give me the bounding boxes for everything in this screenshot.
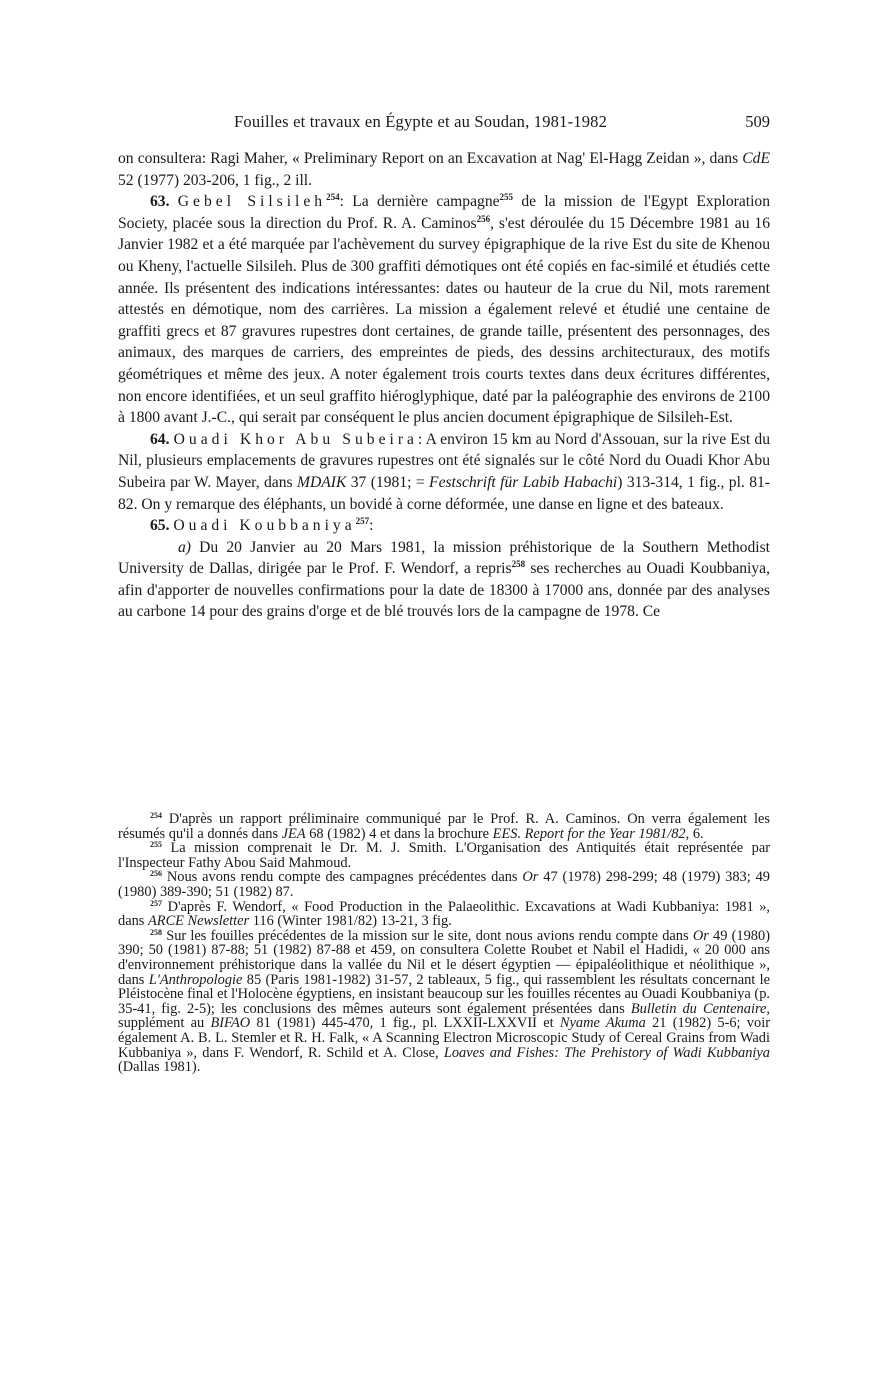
footnote-256 xyxy=(118,870,770,899)
paragraph-gebel-silsileh xyxy=(118,191,770,429)
section-number: 63. xyxy=(150,193,170,211)
text-run: 85 (Paris 1981-1982) 31-57, 2 tableaux, 5 fig., qui rassemblent les résultats concernant le Pléistocène final et l'Holocène égyptiens, en insistant beaucoup sur les fouilles récentes au Ouadi Koubbaniya (p. 35-41, fig. 2-5); les conclusions des mêmes auteurs sont également présentées dans xyxy=(118,971,770,1017)
running-header xyxy=(118,112,770,136)
page-number: 509 xyxy=(745,112,770,131)
footnote-255 xyxy=(118,841,770,870)
paragraph-koubbaniya-a xyxy=(118,537,770,623)
text-run: 21 (1982) 5-6; voir également A. B. L. Stemler et R. H. Falk, « A Scanning Electron Microscopic Study of Cereal Grains from Wadi Kubbaniya », dans F. Wendorf, R. Schild et A. Close, xyxy=(118,1015,770,1061)
text-run: ) 313-314, 1 fig., pl. 81-82. On y remarque des éléphants, un bovidé à corne déformée, une danse en ligne et des bateaux. xyxy=(118,473,770,513)
text-run: , 6. xyxy=(685,825,704,842)
text-run: ses recherches au Ouadi Koubbaniya, afin d'apporter de nouvelles confirmations pour la date de 18300 à 17000 ans, donnée par des analyses au carbone 14 pour des grains d'orge et de blé trouvés lors de la campagne de 1978. Ce xyxy=(118,560,771,621)
footnote-254 xyxy=(118,812,770,841)
footnote-ref: 256 xyxy=(476,213,491,224)
text-run: 116 (Winter 1981/82) 13-21, 3 fig. xyxy=(249,913,452,930)
text-run: , supplément au xyxy=(118,1000,771,1032)
section-number: 64. xyxy=(150,430,170,448)
text-run: (Dallas 1981). xyxy=(118,1059,201,1076)
italic-run: CdE xyxy=(742,150,770,167)
italic-run: L'Anthropologie xyxy=(148,971,243,988)
text-run: , s'est déroulée du 15 Décembre 1981 au 16 Janvier 1982 et a été marquée par l'achèvement du survey épigraphique de la rive Est du site de Khenou ou Kheny, l'actuelle Silsileh. Plus de 300 graffiti démotiques ont été copiés en fac-similé et étudiés cette année. Ils présentent des indications intéressantes: dates ou hauteur de la crue du Nil, mots rarement attestés en démotique, nom des carrières. La mission a également relevé et étudié une centaine de graffiti grecs et 87 gravures rupestres dont certaines, de grande taille, présentent des personnages, des animaux, des marques de carriers, des empreintes de pieds, des dessins architecturaux, des motifs géométriques et même des jeux. A noter également trois courts textes dans deux écritures différentes, non encore identifiées, et un seul graffito hiéroglyphique, daté par la paléographie des environs de 2100 à 1800 avant J.-C., qui serait par conséquent le plus ancien document épigraphique de Silsileh-Est. xyxy=(118,214,771,427)
italic-run: Loaves and Fishes: The Prehistory of Wadi Kubbaniya xyxy=(443,1044,770,1061)
text-run: 52 (1977) 203-206, 1 fig., 2 ill. xyxy=(118,171,313,189)
italic-run: Or xyxy=(522,869,539,886)
text-run: Sur les fouilles précédentes de la mission sur le site, dont nous avions rendu compte dans xyxy=(162,927,693,944)
footnote-ref: 258 xyxy=(511,559,526,570)
paragraph xyxy=(118,148,770,191)
footnote-number: 257 xyxy=(150,898,162,908)
italic-run: Or xyxy=(692,927,709,944)
footnote-number: 256 xyxy=(150,869,162,879)
text-run: on consultera: Ragi Maher, « Preliminary Report on an Excavation at Nag' El-Hagg Zeidan », dans xyxy=(118,150,743,167)
text-run: D'après un rapport préliminaire communiqué par le Prof. R. A. Caminos. On verra également les résumés qu'il a donnés dans xyxy=(118,811,770,842)
text-run: : La dernière campagne xyxy=(339,193,500,211)
italic-run: Bulletin du Centenaire xyxy=(630,1000,767,1017)
text-run: de la mission de l'Egypt Exploration Society, placée sous la direction du Prof. R. A. Caminos xyxy=(118,193,770,232)
text-run: 47 (1978) 298-299; 48 (1979) 383; 49 (1980) 389-390; 51 (1982) 87. xyxy=(118,869,770,900)
text-run: : A environ 15 km au Nord d'Assouan, sur la rive Est du Nil, plusieurs emplacements de gravures rupestres ont été signalés sur le côté Nord du Ouadi Khor Abu Subeira par W. Mayer, dans xyxy=(118,430,770,491)
footnote-257 xyxy=(118,900,770,929)
footnote-number: 255 xyxy=(150,840,162,850)
footnote-258 xyxy=(118,929,770,1075)
italic-run: JEA xyxy=(281,825,306,842)
italic-run: ARCE Newsletter xyxy=(147,913,250,930)
text-run: Du 20 Janvier au 20 Mars 1981, la mission préhistorique de la Southern Methodist University de Dallas, dirigée par le Prof. F. Wendorf, a repris xyxy=(118,538,770,578)
main-text xyxy=(118,148,770,623)
text-run: : xyxy=(369,517,374,535)
italic-run: MDAIK xyxy=(296,473,347,491)
footnotes xyxy=(118,812,770,1075)
italic-run: Festschrift für Labib Habachi xyxy=(429,473,618,491)
paragraph-khor-abu-subeira xyxy=(118,429,770,515)
text-run: D'après F. Wendorf, « Food Production in the Palaeolithic. Excavations at Wadi Kubbaniya: 1981 », dans xyxy=(118,898,770,930)
paragraph-koubbaniya-heading xyxy=(118,515,770,537)
footnote-ref: 255 xyxy=(499,192,514,203)
italic-run: a) xyxy=(178,538,191,556)
italic-run: BIFAO xyxy=(210,1015,251,1032)
text-run: La mission comprenait le Dr. M. J. Smith. L'Organisation des Antiquités était représentée par l'Inspecteur Fathy Abou Said Mahmoud. xyxy=(118,840,770,871)
text-run: Nous avons rendu compte des campagnes précédentes dans xyxy=(162,869,523,886)
footnote-ref: 254 xyxy=(326,192,340,203)
text-run: 81 (1981) 445-470, 1 fig., pl. LXXII-LXXVII et xyxy=(250,1015,560,1032)
footnote-ref: 257 xyxy=(355,516,370,527)
italic-run: Nyame Akuma xyxy=(559,1015,646,1032)
text-run: 68 (1982) 4 et dans la brochure xyxy=(305,825,493,842)
section-number: 65. xyxy=(150,517,170,535)
footnote-number: 254 xyxy=(150,811,162,820)
running-title: Fouilles et travaux en Égypte et au Soudan, 1981-1982 xyxy=(234,112,608,131)
site-name: Ouadi Khor Abu Subeira xyxy=(173,430,418,448)
footnote-number: 258 xyxy=(150,927,162,937)
site-name: Gebel Silsileh xyxy=(177,193,327,211)
italic-run: EES. Report for the Year 1981/82 xyxy=(492,825,686,842)
text-run: 37 (1981; = xyxy=(346,473,430,491)
site-name: Ouadi Koubbaniya xyxy=(173,517,356,535)
text-run: 49 (1980) 390; 50 (1981) 87-88; 51 (1982) 87-88 et 459, on consultera Colette Roubet et Nabil el Hadidi, « 20 000 ans d'environnement préhistorique dans la vallée du Nil et le désert égyptien — épipaléolithique et néolithique », dans xyxy=(118,927,770,988)
